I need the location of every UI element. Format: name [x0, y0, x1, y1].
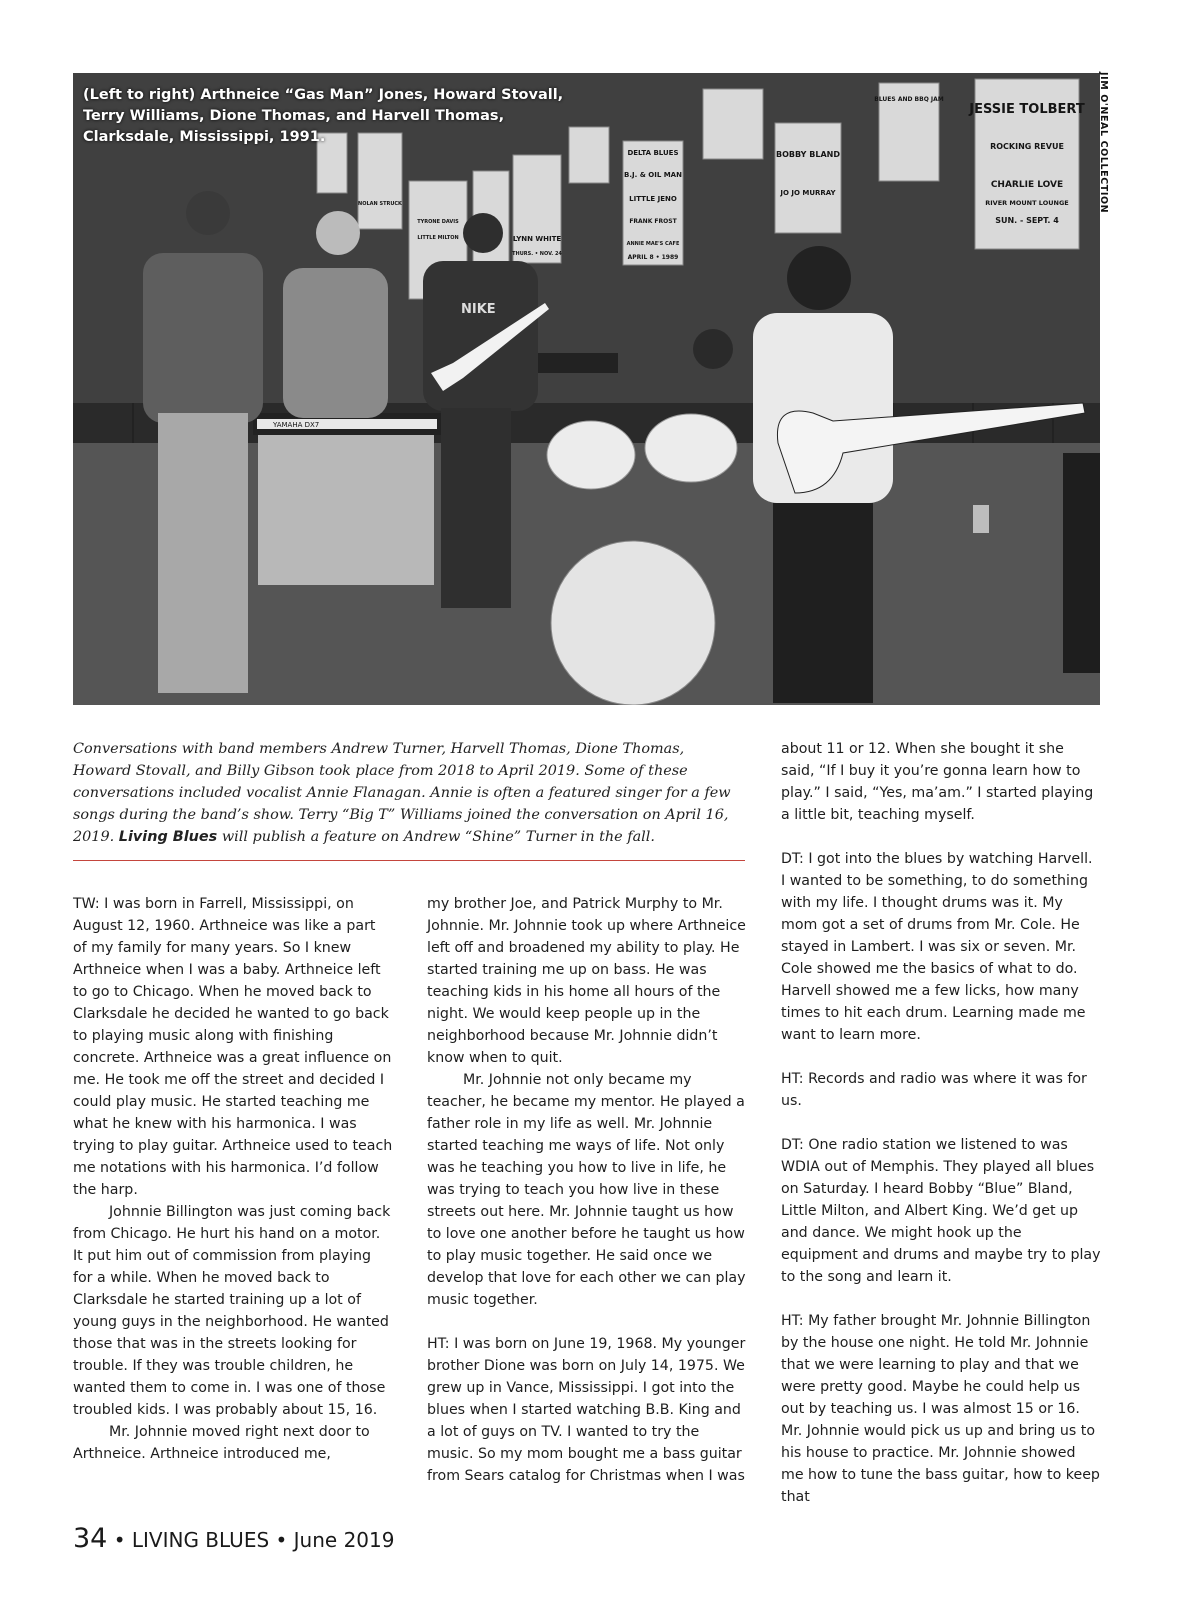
- poster-text: FRANK FROST: [629, 218, 677, 225]
- body-paragraph: Johnnie Billington was just coming back from Chicago. He hurt his hand on a motor. It put him out of commission from playing for a while. When he moved back to Clarksdale he started training up a lot of young guys in the neighborhood. He wanted those that was in the streets looking for trouble. If they was trouble children, he wanted them to come in. I was one of those troubled kids. I was probably about 15, 16.: [73, 1204, 391, 1418]
- poster-text: JO JO MURRAY: [780, 189, 836, 197]
- poster-text: LITTLE JENO: [629, 195, 677, 203]
- body-paragraph: DT: I got into the blues by watching Harvell. I wanted to be something, to do something with my life. I thought drums was it. My mom got a set of drums from Mr. Cole. He stayed in Lambert. I was six or seven. Mr. Cole showed me the basics of what to do. Harvell showed me a few licks, how many times to hit each drum. Learning made me want to learn more.: [781, 851, 1093, 1043]
- text-column-3: [781, 738, 1101, 1508]
- poster-text: BOBBY BLAND: [776, 150, 840, 159]
- poster-text: RIVER MOUNT LOUNGE: [985, 199, 1069, 207]
- poster-text: BLUES AND BBQ JAM: [874, 96, 944, 103]
- photo-caption: (Left to right) Arthneice “Gas Man” Jones, Howard Stovall, Terry Williams, Dione Thomas, and Harvell Thomas, Clarksdale, Mississippi, 1991.: [83, 87, 564, 145]
- body-paragraph: DT: One radio station we listened to was WDIA out of Memphis. They played all blues on Saturday. I heard Bobby “Blue” Bland, Little Milton, and Albert King. We’d get up and dance. We might hook up the equipment and drums and maybe try to play to the song and learn it.: [781, 1137, 1101, 1285]
- poster-text: SUN. - SEPT. 4: [995, 216, 1059, 225]
- poster-text: TYRONE DAVIS: [417, 219, 459, 225]
- band-photo: [73, 73, 1100, 705]
- poster-text: DELTA BLUES: [627, 149, 679, 157]
- poster-text: CHARLIE LOVE: [990, 180, 1064, 190]
- keyboard-label: YAMAHA DX7: [273, 421, 320, 429]
- poster-text: NOLAN STRUCK: [358, 201, 402, 207]
- body-paragraph: HT: Records and radio was where it was for us.: [781, 1071, 1087, 1109]
- body-paragraph: Mr. Johnnie moved right next door to Arthneice. Arthneice introduced me,: [73, 1424, 370, 1462]
- body-paragraph: HT: I was born on June 19, 1968. My younger brother Dione was born on July 14, 1975. We grew up in Vance, Mississippi. I got into the blues when I started watching B.B. King and a lot of guys on TV. I wanted to try the music. So my mom bought me a bass guitar from Sears catalog for Christmas when I was: [427, 1336, 746, 1484]
- poster-text: ANNIE MAE'S CAFE: [626, 241, 680, 247]
- intro-paragraph: [73, 738, 745, 848]
- poster-text: LYNN WHITE: [512, 235, 562, 243]
- poster-text: JESSIE TOLBERT: [969, 102, 1085, 117]
- magazine-name: Living Blues: [118, 829, 218, 845]
- footer-text: • LIVING BLUES • June 2019: [113, 1528, 395, 1552]
- divider-rule: [73, 860, 745, 861]
- intro-text: Conversations with band members Andrew Turner, Harvell Thomas, Dione Thomas, Howard Stovall, and Billy Gibson took place from 2018 to April 2019. Some of these conversations included vocalist Annie Flanagan. Annie is often a featured singer for a few songs during the band’s show. Terry “Big T” Williams joined the conversation on April 16, 2019.: [73, 741, 731, 845]
- body-paragraph: about 11 or 12. When she bought it she said, “If I buy it you’re gonna learn how to play.” I said, “Yes, ma’am.” I started playing a little bit, teaching myself.: [781, 741, 1094, 823]
- photo-credit-text: JIM O'NEAL COLLECTION: [1098, 72, 1109, 214]
- body-paragraph: Mr. Johnnie not only became my teacher, he became my mentor. He played a father role in my life as well. Mr. Johnnie started teaching me ways of life. Not only was he teaching you how to live in life, he was trying to teach you how live in these streets out here. Mr. Johnnie taught us how to love one another before he taught us how to play music together. He said once we develop that love for each other we can play music together.: [427, 1072, 746, 1308]
- text-column-2: [427, 893, 747, 1487]
- text-column-1: [73, 893, 393, 1465]
- poster-text: APRIL 8 • 1989: [627, 254, 679, 261]
- body-paragraph: HT: My father brought Mr. Johnnie Billington by the house one night. He told Mr. Johnnie that we were learning to play and that we were pretty good. Maybe he could help us out by teaching us. I was almost 15 or 16. Mr. Johnnie would pick us up and bring us to his house to practice. Mr. Johnnie showed me how to tune the bass guitar, how to keep that: [781, 1313, 1100, 1505]
- shirt-text: NIKE: [461, 302, 496, 317]
- page-number: 34: [73, 1523, 108, 1554]
- poster-text: LITTLE MILTON: [417, 235, 459, 241]
- body-paragraph: TW: I was born in Farrell, Mississippi, on August 12, 1960. Arthneice was like a part of my family for many years. So I knew Arthneice when I was a baby. Arthneice left to go to Chicago. When he moved back to Clarksdale he decided he wanted to go back to playing music along with finishing concrete. Arthneice was a great influence on me. He took me off the street and decided I could play music. He started teaching me what he knew with his harmonica. I was trying to play guitar. Arthneice used to teach me notations with his harmonica. I’d follow the harp.: [73, 896, 393, 1198]
- poster-text: B.J. & OIL MAN: [624, 171, 682, 179]
- band-photo-illustration: [73, 73, 1100, 705]
- photo-credit: [1096, 72, 1122, 222]
- intro-text-end: will publish a feature on Andrew “Shine” Turner in the fall.: [221, 829, 655, 845]
- page-footer: [73, 1523, 394, 1554]
- poster-text: ROCKING REVUE: [990, 142, 1064, 151]
- body-paragraph: my brother Joe, and Patrick Murphy to Mr. Johnnie. Mr. Johnnie took up where Arthneice left off and broadened my ability to play. He started training me up on bass. He was teaching kids in his home all hours of the night. We would keep people up in the neighborhood because Mr. Johnnie didn’t know when to quit.: [427, 896, 746, 1066]
- poster-text: THURS. • NOV. 24: [512, 251, 562, 257]
